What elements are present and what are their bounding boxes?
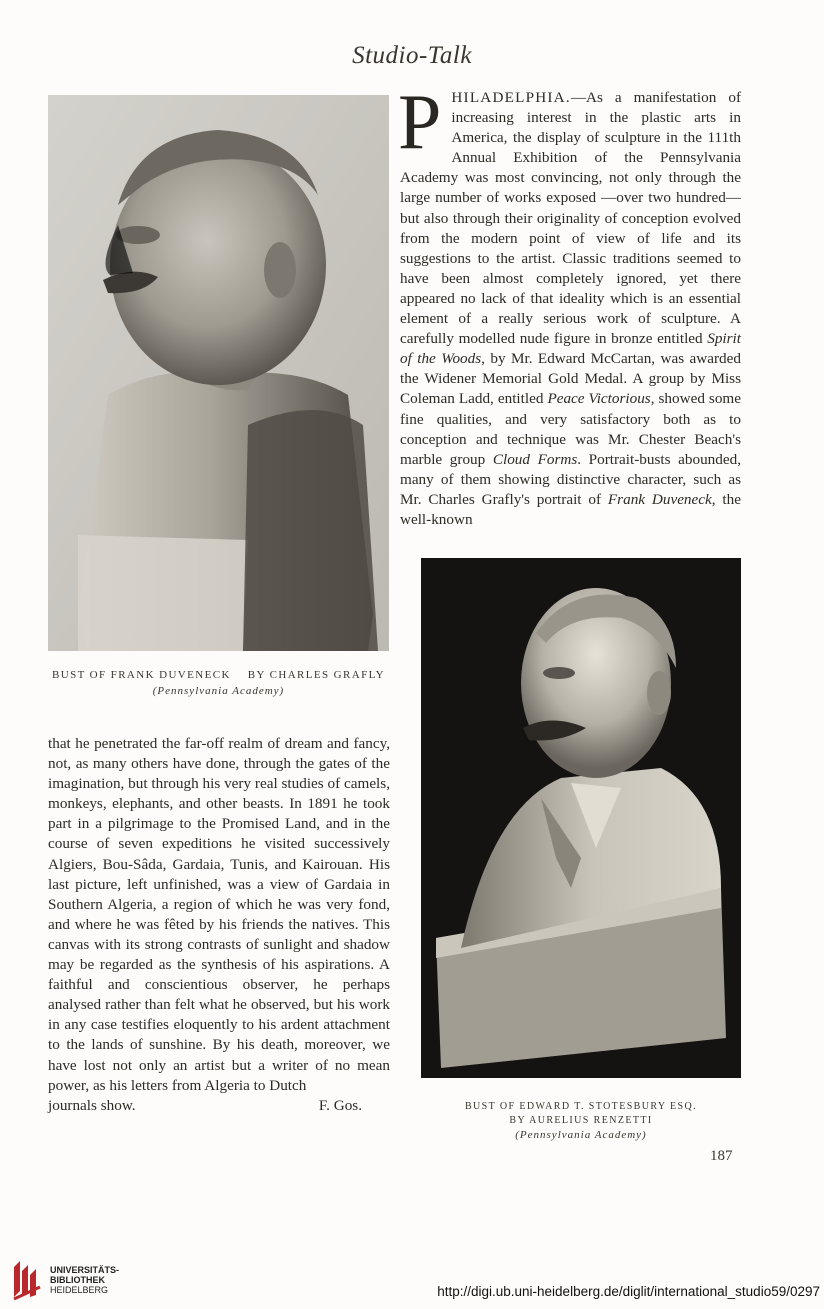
author-signature: F. Gos.	[318, 1096, 362, 1114]
photo-bust-stotesbury	[421, 558, 741, 1078]
artwork-title: Spirit of the Woods	[400, 330, 741, 368]
last-line: journals show.	[48, 1096, 136, 1114]
library-logo[interactable]	[8, 1255, 138, 1305]
photo-bust-duveneck	[48, 95, 389, 651]
running-header: Studio-Talk	[352, 42, 472, 69]
artwork-title: Peace Victorious	[547, 390, 651, 408]
paragraph-text: , by Mr. Edward McCartan, was awarded the Widener Memorial Gold Medal. A group by Miss Coleman Ladd, entitled	[400, 350, 741, 408]
caption-duveneck-source: (Pennsylvania Academy)	[152, 685, 285, 697]
paragraph-text: , showed some fine qualities, and very satisfactory both as to conception and technique was Mr. Chester Beach's marble group	[400, 390, 741, 468]
paragraph-text: , the well-known	[400, 490, 741, 528]
article-text-left	[48, 734, 390, 1116]
caption-stotesbury-source: (Pennsylvania Academy)	[515, 1129, 647, 1141]
caption-duveneck	[48, 667, 389, 699]
logo-line-2: BIBLIOTHEK	[50, 1275, 105, 1285]
heidelberg-seal-icon	[10, 1257, 44, 1301]
logo-line-3: HEIDELBERG	[50, 1285, 109, 1295]
page-number: 187	[710, 1148, 733, 1164]
caption-duveneck-title: BUST OF FRANK DUVENECK	[52, 669, 231, 681]
paragraph-text: —As a manifestation of increasing interest in the plastic arts in America, the display of sculpture in the 111th Annual Exhibition of the Pennsylvania Academy was most convincing, not only through the large number of works exposed —over two hundred—but also through their originality of conception evolved from the modern point of view of life and its suggestions to the artist. Classic traditions seemed to have been almost completely ignored, yet there appeared no lack of that ideality which is an essential element of a really serious work of sculpture. A carefully modelled nude figure in bronze entitled	[400, 89, 741, 348]
paragraph-text: . Portrait-busts abounded, many of them showing distinctive character, such as Mr. Charles Grafly's portrait of	[400, 450, 741, 508]
lead-word: HILADELPHIA.	[451, 89, 571, 106]
artwork-title: Frank Duveneck	[607, 490, 712, 508]
signature-line	[48, 1096, 390, 1116]
logo-line-1: UNIVERSITÄTS-	[50, 1265, 120, 1275]
drop-cap: P	[398, 78, 442, 165]
caption-duveneck-artist: BY CHARLES GRAFLY	[247, 669, 385, 681]
source-url-link[interactable]: http://digi.ub.uni-heidelberg.de/diglit/international_studio59/0297	[437, 1284, 820, 1299]
article-text-right	[398, 78, 741, 530]
artwork-title: Cloud Forms	[492, 450, 578, 468]
caption-stotesbury-title: BUST OF EDWARD T. STOTESBURY ESQ.	[464, 1101, 698, 1112]
paragraph-text: that he penetrated the far-off realm of dream and fancy, not, as many others have done, through the gates of the imagination, but through his very real studies of camels, monkeys, elephants, and other beasts. In 1891 he took part in a pilgrimage to the Promised Land, and in the course of seven expeditions he visited successively Algiers, Bou-Sâda, Gardaia, Tunis, and Kairouan. His last picture, left unfinished, was a view of Gardaia in Southern Algeria, a region of which he was very fond, and where he was fêted by his friends the natives. This canvas with its strong contrasts of sunlight and shadow may be regarded as the synthesis of his aspirations. A faithful and conscientious observer, he perhaps analysed rather than felt what he observed, but his work in any case testifies eloquently to his ardent attachment to the lands of sunshine. By his death, moreover, we have lost not only an artist but a writer of no mean power, as his letters from Algeria to Dutch	[48, 735, 390, 1094]
caption-stotesbury	[421, 1100, 741, 1142]
caption-stotesbury-artist: BY AURELIUS RENZETTI	[509, 1115, 653, 1126]
